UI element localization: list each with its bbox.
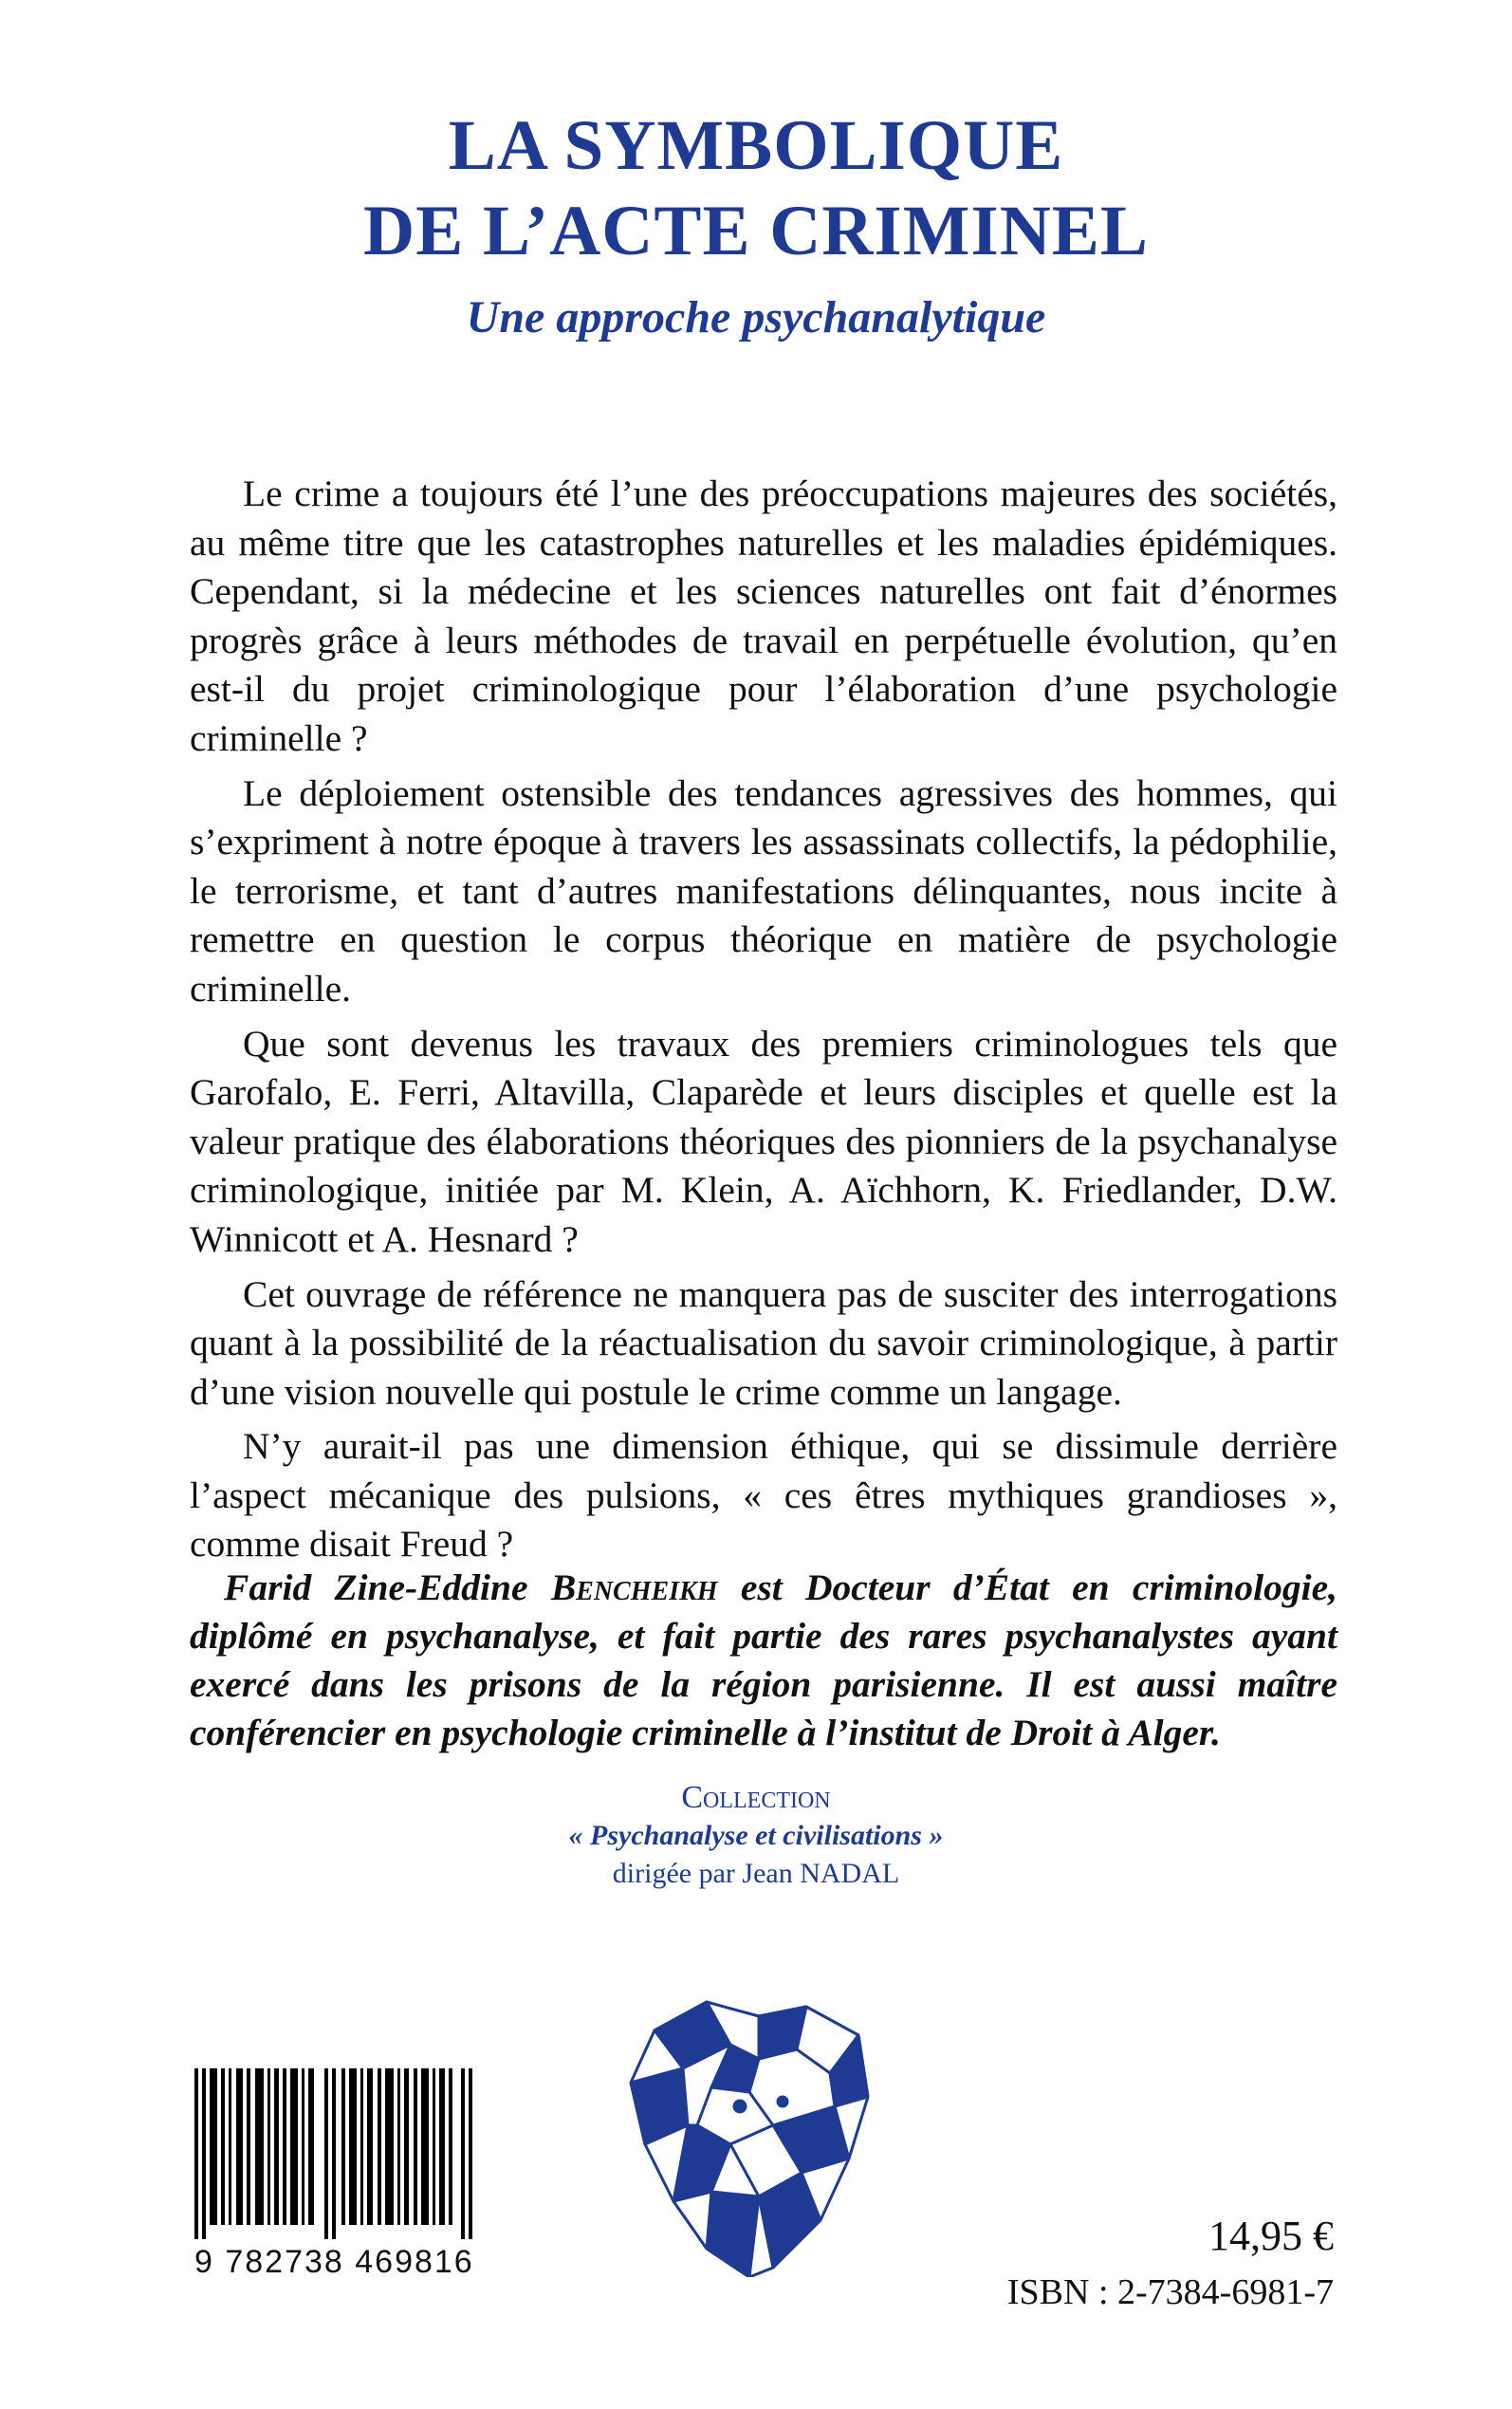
- price: 14,95 €: [1208, 2213, 1334, 2259]
- barcode-digits: 9 782738 469816: [194, 2244, 474, 2280]
- title-line-1: LA SYMBOLIQUE: [448, 106, 1064, 185]
- collection-name: « Psychanalyse et civilisations »: [568, 1820, 944, 1851]
- blurb: [190, 470, 1337, 1575]
- title-line-2: DE L’ACTE CRIMINEL: [363, 192, 1149, 270]
- blurb-paragraph: Que sont devenus les travaux des premiers criminologues tels que Garofalo, E. Ferri, Altavilla, Claparède et leurs disciples et quelle est la valeur pratique des élaborations théoriques des pionniers de la psychanalyse criminologique, initiée par M. Klein, A. Aïchhorn, K. Friedlander, D.W. Winnicott et A. Hesnard ?: [190, 1022, 1337, 1260]
- author-bio-text: est Docteur d’État en criminologie, diplômé en psychanalyse, et fait partie des rares psychanalystes ayant exercé dans les prisons de la région parisienne. Il est aussi maître conférencier en psychologie criminelle à l’institut de Droit à Alger.: [190, 1566, 1337, 1753]
- subtitle: Une approche psychanalytique: [466, 292, 1046, 343]
- barcode-icon: [194, 2068, 474, 2239]
- blurb-paragraph: N’y aurait-il pas une dimension éthique, qui se dissimule derrière l’aspect mécanique des pulsions, « ces êtres mythiques grandioses », comme disait Freud ?: [190, 1425, 1337, 1566]
- author-surname: Bencheikh: [550, 1566, 718, 1608]
- isbn: ISBN : 2-7384-6981-7: [1006, 2272, 1334, 2312]
- author-first-names: Farid Zine-Eddine: [224, 1566, 528, 1608]
- collection-label: Collection: [681, 1780, 831, 1815]
- author-bio: [190, 1564, 1337, 1757]
- collection-info: [0, 1779, 1512, 1893]
- blurb-paragraph: Le déploiement ostensible des tendances agressives des hommes, qui s’expriment à notre époque à travers les assassinats collectifs, la pédophilie, le terrorisme, et tant d’autres manifestations délinquantes, nous incite à remettre en question le corpus théorique en matière de psychologie criminelle.: [190, 771, 1337, 1010]
- collection-director: dirigée par Jean NADAL: [612, 1858, 900, 1889]
- blurb-paragraph: Le crime a toujours été l’une des préoccupations majeures des sociétés, au même titre que les catastrophes naturelles et les maladies épidémiques. Cependant, si la médecine et les sciences naturelles ont fait d’énormes progrès grâce à leurs méthodes de travail en perpétuelle évolution, qu’en est-il du projet criminologique pour l’élaboration d’une psychologie criminelle ?: [190, 473, 1337, 759]
- blurb-paragraph: Cet ouvrage de référence ne manquera pas de susciter des interrogations quant à la possibilité de la réactualisation du savoir criminologique, à partir d’une vision nouvelle qui postule le crime comme un langage.: [190, 1272, 1337, 1413]
- publisher-logo-icon: [617, 1992, 882, 2277]
